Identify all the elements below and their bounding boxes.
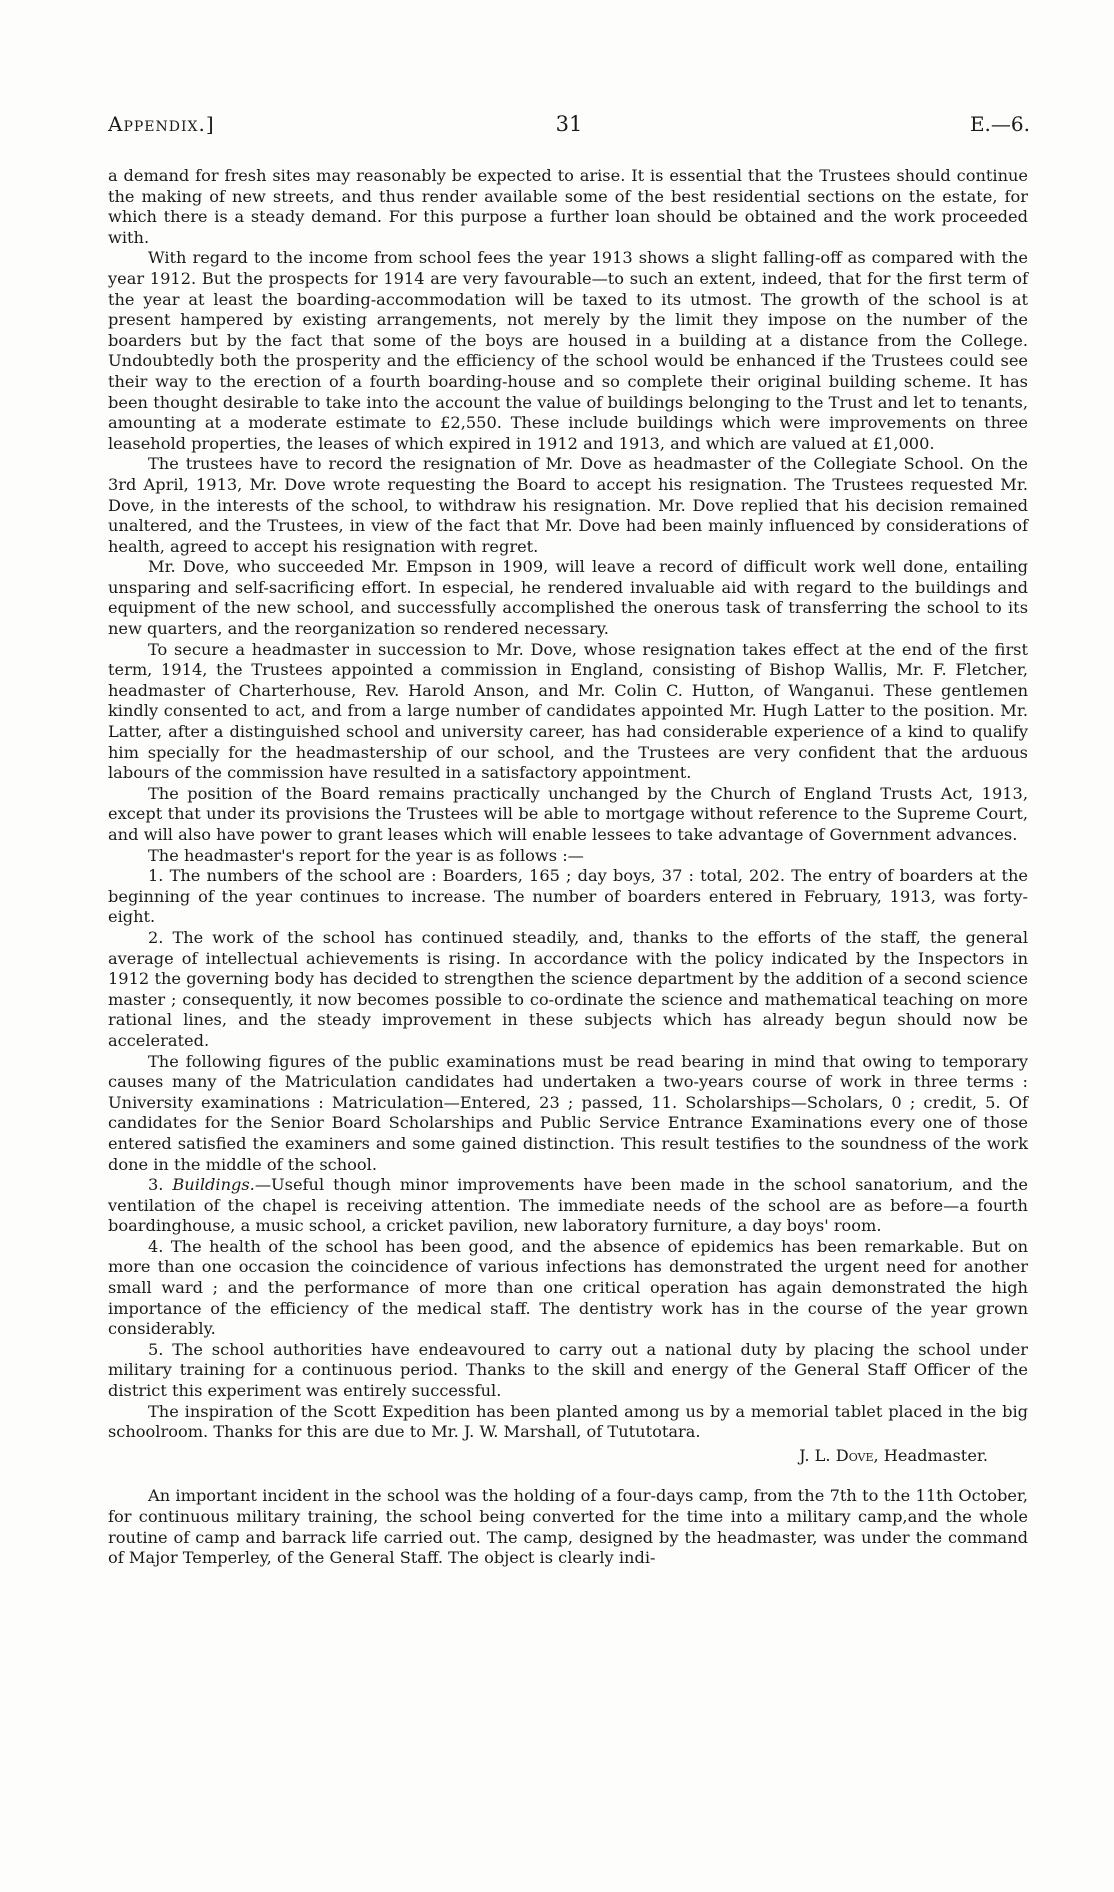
buildings-heading: Buildings. (172, 1175, 255, 1195)
document-code: E.—6. (969, 112, 1030, 136)
signature (108, 1446, 1028, 1467)
paragraph: The following figures of the public examinations must be read bearing in mind that owing to temporary causes many of the Matriculation candidates had undertaken a two-years course of work in three terms : University examinations : Matriculation—Entered, 23 ; passed, 11. Scholarships—Scholars, 0 ; credit, 5. Of candidates for the Senior Board Scholarships and Public Service Entrance Examinations every one of those entered satisfied the examiners and some gained distinction. This result testifies to the soundness of the work done in the middle of the school. (108, 1051, 1028, 1174)
paragraph: 4. The health of the school has been good, and the absence of epidemics has been remarkable. But on more than one occasion the coincidence of various infections has demonstrated the urgent need for another small ward ; and the performance of more than one critical operation has again demonstrated the high importance of the efficiency of the medical staff. The dentistry work has in the course of the year grown considerably. (108, 1236, 1028, 1339)
buildings-text: —Useful though minor improvements have been made in the school sanatorium, and the ventilation of the chapel is receiving attention. The immediate needs of the school are as before—a fourth boardinghouse, a music school, a cricket pavilion, new laboratory furniture, a day boys' room. (108, 1175, 1028, 1236)
paragraph: a demand for fresh sites may reasonably be expected to arise. It is essential that the Trustees should continue the making of new streets, and thus render available some of the best residential sections on the estate, for which there is a steady demand. For this purpose a further loan should be obtained and the work proceeded with. (108, 166, 1028, 247)
paragraph: The inspiration of the Scott Expedition has been planted among us by a memorial tablet placed in the big schoolroom. Thanks for this are due to Mr. J. W. Marshall, of Tututotara. (108, 1401, 1028, 1442)
signature-title: , Headmaster. (873, 1445, 988, 1465)
buildings-paragraph (108, 1175, 1028, 1237)
paragraph: Mr. Dove, who succeeded Mr. Empson in 1909, will leave a record of difficult work well done, entailing unsparing and self-sacrificing effort. In especial, he rendered invaluable aid with regard to the buildings and equipment of the new school, and successfully accomplished the onerous task of transferring the school to its new quarters, and the reorganization so rendered necessary. (108, 557, 1028, 639)
document-body (108, 166, 1028, 1569)
paragraph: To secure a headmaster in succession to Mr. Dove, whose resignation takes effect at the end of the first term, 1914, the Trustees appointed a commission in England, consisting of Bishop Wallis, Mr. F. Fletcher, headmaster of Charterhouse, Rev. Harold Anson, and Mr. Colin C. Hutton, of Wanganui. These gentlemen kindly consented to act, and from a large number of candidates appointed Mr. Hugh Latter to the position. Mr. Latter, after a distinguished school and university career, has had considerable experience of a kind to qualify him specially for the headmastership of our school, and the Trustees are very confident that the arduous labours of the commission have resulted in a satisfactory appointment. (108, 639, 1028, 783)
paragraph: 1. The numbers of the school are : Boarders, 165 ; day boys, 37 : total, 202. The entry of boarders at the beginning of the year continues to increase. The number of boarders entered in February, 1913, was forty-eight. (108, 866, 1028, 927)
paragraph: With regard to the income from school fees the year 1913 shows a slight falling-off as compared with the year 1912. But the prospects for 1914 are very favourable—to such an extent, indeed, that for the first term of the year at least the boarding-accommodation will be taxed to its utmost. The growth of the school is at present hampered by existing arrangements, not merely by the limit they impose on the number of the boarders but by the fact that some of the boys are housed in a building at a distance from the College. Undoubtedly both the prosperity and the efficiency of the school would be enhanced if the Trustees could see their way to the erection of a fourth boarding-house and so complete their original building scheme. It has been thought desirable to take into the account the value of buildings belonging to the Trust and let to tenants, amounting at a moderate estimate to £2,550. These include buildings which were improvements on three leasehold properties, the leases of which expired in 1912 and 1913, and which are valued at £1,000. (108, 248, 1028, 453)
appendix-label: Appendix.] (108, 112, 215, 136)
page-number: 31 (555, 112, 583, 136)
item-number: 3. (148, 1175, 164, 1195)
paragraph: The position of the Board remains practically unchanged by the Church of England Trusts Act, 1913, except that under its provisions the Trustees will be able to mortgage without reference to the Supreme Court, and will also have power to grant leases which will enable lessees to take advantage of Government advances. (108, 783, 1028, 844)
closing-paragraph: An important incident in the school was the holding of a four-days camp, from the 7th to the 11th October, for continuous military training, the school being converted for the time into a military camp,and the whole routine of camp and barrack life carried out. The camp, designed by the headmaster, was under the command of Major Temperley, of the General Staff. The object is clearly indi- (108, 1486, 1028, 1568)
page-header (108, 112, 1030, 146)
signature-name: Dove (835, 1445, 874, 1465)
paragraph: The trustees have to record the resignation of Mr. Dove as headmaster of the Collegiate School. On the 3rd April, 1913, Mr. Dove wrote requesting the Board to accept his resignation. The Trustees requested Mr. Dove, in the interests of the school, to withdraw his resignation. Mr. Dove replied that his decision remained unaltered, and the Trustees, in view of the fact that Mr. Dove had been mainly influenced by considerations of health, agreed to accept his resignation with regret. (108, 454, 1028, 556)
paragraph: The headmaster's report for the year is as follows :— (148, 845, 584, 865)
paragraph: 2. The work of the school has continued steadily, and, thanks to the efforts of the staff, the general average of intellectual achievements is rising. In accordance with the policy indicated by the Inspectors in 1912 the governing body has decided to strengthen the science department by the addition of a second science master ; consequently, it now becomes possible to co-ordinate the science and mathematical teaching on more rational lines, and the steady improvement in these subjects which has already begun should now be accelerated. (108, 927, 1028, 1050)
paragraph: 5. The school authorities have endeavoured to carry out a national duty by placing the school under military training for a continuous period. Thanks to the skill and energy of the General Staff Officer of the district this experiment was entirely successful. (108, 1339, 1028, 1401)
signature-initials: J. L. (799, 1445, 831, 1465)
